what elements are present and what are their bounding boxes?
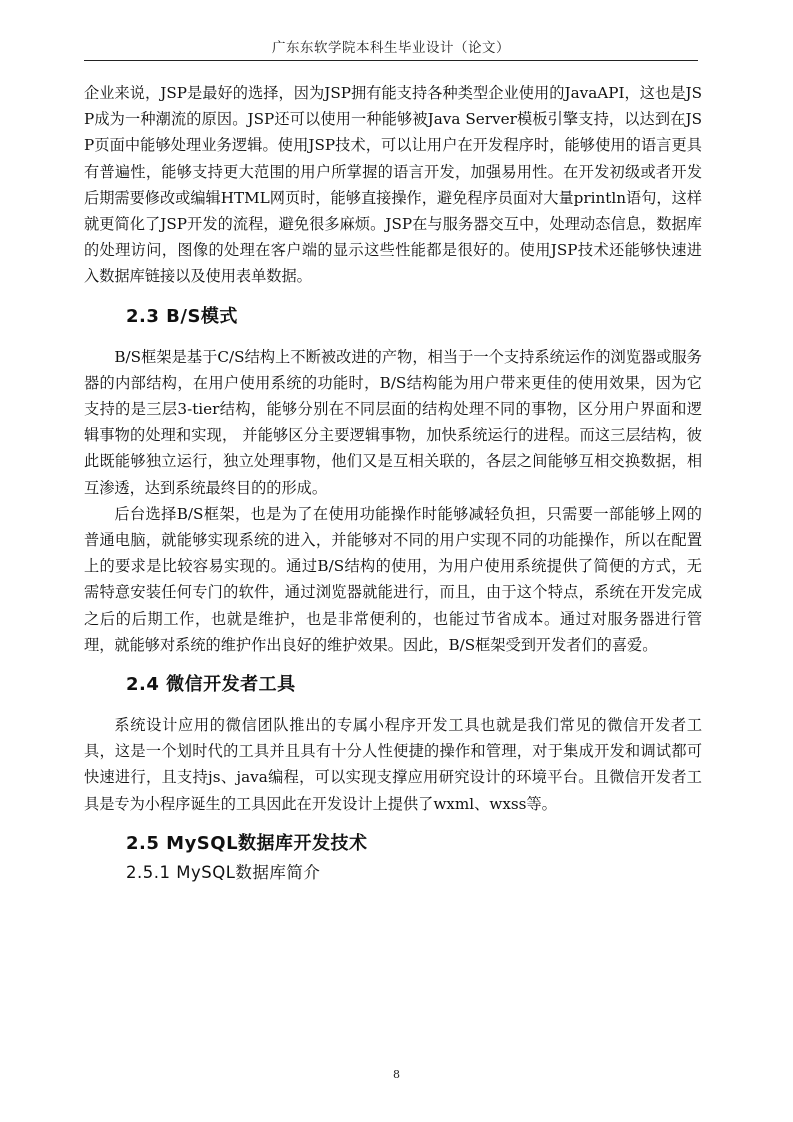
section-heading-2-5: 2.5 MySQL数据库开发技术: [126, 832, 368, 854]
page-header: [84, 38, 698, 61]
header-title: 广东东软学院本科生毕业设计（论文）: [272, 40, 510, 56]
subsection-heading-2-5-1: 2.5.1 MySQL数据库简介: [126, 862, 321, 882]
page-number: 8: [393, 1068, 400, 1081]
section-heading-2-3: 2.3 B/S模式: [126, 305, 238, 327]
paragraph-wechat-devtools: 系统设计应用的微信团队推出的专属小程序开发工具也就是我们常见的微信开发者工具，这是一个划时代的工具并且具有十分人性便捷的操作和管理，对于集成开发和调试都可快速进行，且支持js、java编程，可以实现支撑应用研究设计的环境平台。且微信开发者工具是专为小程序诞生的工具因此在开发设计上提供了wxml、wxss等。: [84, 716, 702, 813]
paragraph-bs-backend: 后台选择B/S框架，也是为了在使用功能操作时能够减轻负担，只需要一部能够上网的普通电脑，就能够实现系统的进入，并能够对不同的用户实现不同的功能操作，所以在配置上的要求是比较容易实现的。通过B/S结构的使用，为用户使用系统提供了简便的方式，无需特意安装任何专门的软件，通过浏览器就能进行，而且，由于这个特点，系统在开发完成之后的后期工作，也就是维护，也是非常便利的，也能过节省成本。通过对服务器进行管理，就能够对系统的维护作出良好的维护效果。因此，B/S框架受到开发者们的喜爱。: [84, 504, 702, 654]
document-body: [84, 80, 702, 885]
paragraph-bs-architecture: B/S框架是基于C/S结构上不断被改进的产物，相当于一个支持系统运作的浏览器或服务器的内部结构，在用户使用系统的功能时，B/S结构能为用户带来更佳的使用效果，因为它支持的是三层3-tier结构，能够分别在不同层面的结构处理不同的事物，区分用户界面和逻辑事物的处理和实现， 并能够区分主要逻辑事物，加快系统运行的进程。而这三层结构，彼此既能够独立运行，独立处理事物，他们又是互相关联的，各层之间能够互相交换数据，相互渗透，达到系统最终目的的形成。: [84, 347, 702, 497]
section-heading-2-4: 2.4 微信开发者工具: [126, 674, 296, 696]
paragraph-jsp-continued: 企业来说，JSP是最好的选择，因为JSP拥有能支持各种类型企业使用的JavaAPI，这也是JSP成为一种潮流的原因。JSP还可以使用一种能够被Java Server模板引擎支持，以达到在JSP页面中能够处理业务逻辑。使用JSP技术，可以让用户在开发程序时，能够使用的语言更具有普遍性，能够支持更大范围的用户所掌握的语言开发，加强易用性。在开发初级或者开发后期需要修改或编辑HTML网页时，能够直接操作，避免程序员面对大量println语句，这样就更简化了JSP开发的流程，避免很多麻烦。JSP在与服务器交互中，处理动态信息，数据库的处理访问，图像的处理在客户端的显示这些性能都是很好的。使用JSP技术还能够快速进入数据库链接以及使用表单数据。: [84, 84, 702, 286]
